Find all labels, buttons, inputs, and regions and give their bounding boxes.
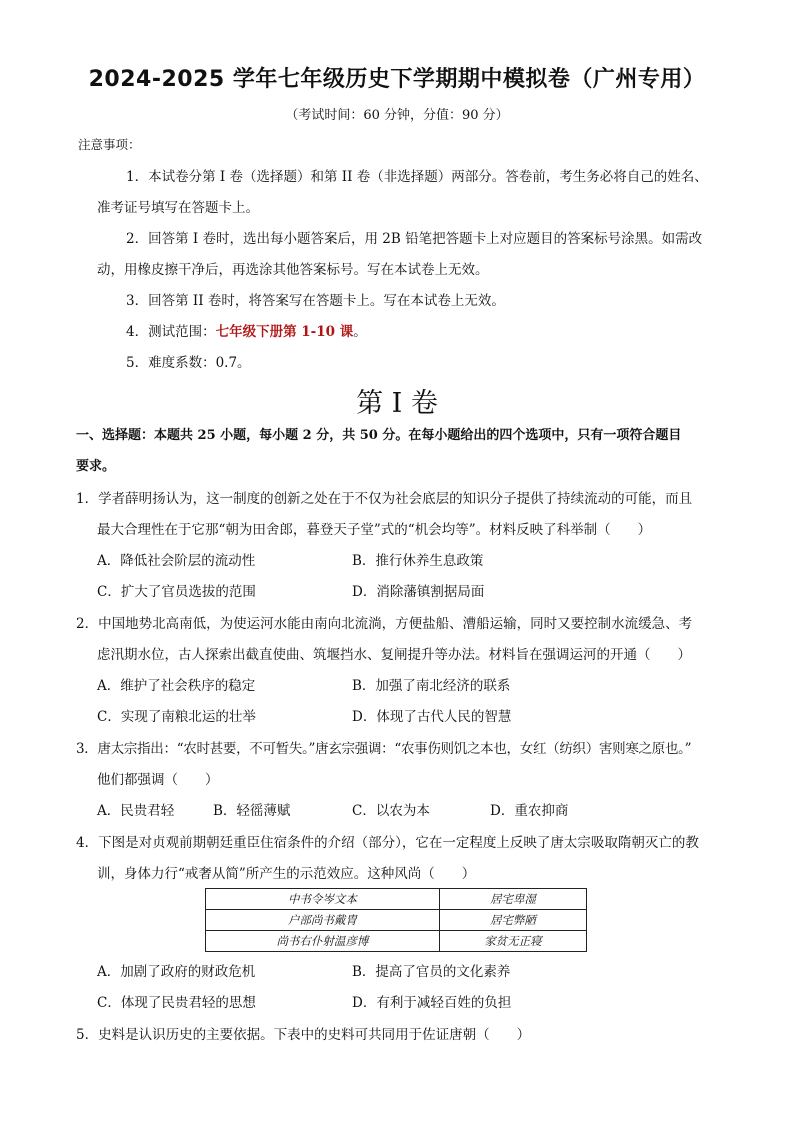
instructions-part-c: ，只有一项符合题目 <box>564 428 682 443</box>
question-1-stem-line-1: 1．学者薛明扬认为，这一制度的创新之处在于不仅为社会底层的知识分子提供了持续流动的可能，而且 <box>76 491 693 507</box>
notice-item-1-line-1: 1．本试卷分第 I 卷（选择题）和第 II 卷（非选择题）两部分。答卷前，考生务必将自己的姓名、 <box>126 169 708 185</box>
question-2-stem-line-2: 虑汛期水位，古人探索出截直使曲、筑堰挡水、复闸提升等办法。材料旨在强调运河的开通（ ） <box>97 647 691 663</box>
table-cell-residence: 居宅弊陋 <box>439 910 586 931</box>
instructions-emphasis: 四个选项中 <box>499 428 565 443</box>
test-scope-highlight: 七年级下册第 1-10 课 <box>215 324 354 340</box>
question-2-option-d: D．体现了古代人民的智慧 <box>352 709 512 725</box>
notice-item-3: 3．回答第 II 卷时，将答案写在答题卡上。写在本试卷上无效。 <box>126 293 505 309</box>
question-1-option-b: B．推行休养生息政策 <box>352 553 484 569</box>
section-instructions-line-2: 要求。 <box>76 459 116 474</box>
table-cell-official: 中书令岑文本 <box>206 889 440 910</box>
question-2-option-c: C．实现了南粮北运的壮举 <box>97 709 256 725</box>
question-1-option-d: D．消除藩镇割据局面 <box>352 584 485 600</box>
notice-item-1-line-2: 准考证号填写在答题卡上。 <box>97 200 259 216</box>
notice-item-2-line-1: 2．回答第 I 卷时，选出每小题答案后，用 2B 铅笔把答题卡上对应题目的答案标号涂黑。如需改 <box>126 231 703 247</box>
table-row <box>206 931 587 952</box>
notice-item-4-prefix: 4．测试范围： <box>126 324 216 340</box>
table-row <box>206 910 587 931</box>
question-4-option-b: B．提高了官员的文化素养 <box>352 964 511 980</box>
table-cell-residence: 居宅卑湿 <box>439 889 586 910</box>
question-4-stem-line-1: 4．下图是对贞观前期朝廷重臣住宿条件的介绍（部分），它在一定程度上反映了唐太宗吸取隋朝灭亡的教 <box>76 835 699 851</box>
question-4-option-a: A．加剧了政府的财政危机 <box>97 964 256 980</box>
question-3-option-b: B．轻徭薄赋 <box>213 803 291 819</box>
question-3-stem-line-2: 他们都强调（ ） <box>97 772 219 788</box>
table-cell-residence: 家贫无正寝 <box>439 931 586 952</box>
notice-item-4 <box>126 322 367 342</box>
section-heading: 第 I 卷 <box>356 388 438 419</box>
question-3-stem-line-1: 3．唐太宗指出：“农时甚要，不可暂失。”唐玄宗强调：“农事伤则饥之本也，女红（纺织）害则寒之原也。” <box>76 741 692 757</box>
notice-item-5: 5．难度系数：0.7。 <box>126 355 251 371</box>
question-4-option-d: D．有利于减轻百姓的负担 <box>352 995 512 1011</box>
table-cell-official: 户部尚书戴胄 <box>206 910 440 931</box>
notice-heading: 注意事项： <box>78 137 141 152</box>
exam-subtitle: （考试时间：60 分钟，分值：90 分） <box>285 108 509 123</box>
question-5-stem-line-1: 5．史料是认识历史的主要依据。下表中的史料可共同用于佐证唐朝（ ） <box>76 1027 531 1043</box>
section-instructions-line-1 <box>76 426 681 446</box>
table-cell-official: 尚书右仆射温彦博 <box>206 931 440 952</box>
question-2-stem-line-1: 2．中国地势北高南低，为使运河水能由南向北流淌，方便盐船、漕船运输，同时又要控制水流缓急、考 <box>76 616 693 632</box>
table-row <box>206 889 587 910</box>
question-1-stem-line-2: 最大合理性在于它那“朝为田舍郎，暮登天子堂”式的“机会均等”。材料反映了科举制（ ） <box>97 522 652 538</box>
exam-title: 2024-2025 学年七年级历史下学期期中模拟卷（广州专用） <box>88 67 706 92</box>
question-3-option-a: A．民贵君轻 <box>97 803 175 819</box>
question-3-option-c: C．以农为本 <box>352 803 430 819</box>
notice-item-4-suffix: 。 <box>353 324 367 340</box>
question-2-option-b: B．加强了南北经济的联系 <box>352 678 511 694</box>
question-1-option-c: C．扩大了官员选拔的范围 <box>97 584 256 600</box>
question-4-stem-line-2: 训，身体力行“戒奢从简”所产生的示范效应。这种风尚（ ） <box>97 866 476 882</box>
question-3-option-d: D．重农抑商 <box>490 803 569 819</box>
question-2-option-a: A．维护了社会秩序的稳定 <box>97 678 256 694</box>
notice-item-2-line-2: 动，用橡皮擦干净后，再选涂其他答案标号。写在本试卷上无效。 <box>97 262 489 278</box>
instructions-part-a: 一、选择题：本题共 25 小题，每小题 2 分，共 50 分。在每小题给出的 <box>76 428 500 443</box>
officials-residence-table <box>205 888 587 952</box>
question-1-option-a: A．降低社会阶层的流动性 <box>97 553 256 569</box>
question-4-option-c: C．体现了民贵君轻的思想 <box>97 995 256 1011</box>
